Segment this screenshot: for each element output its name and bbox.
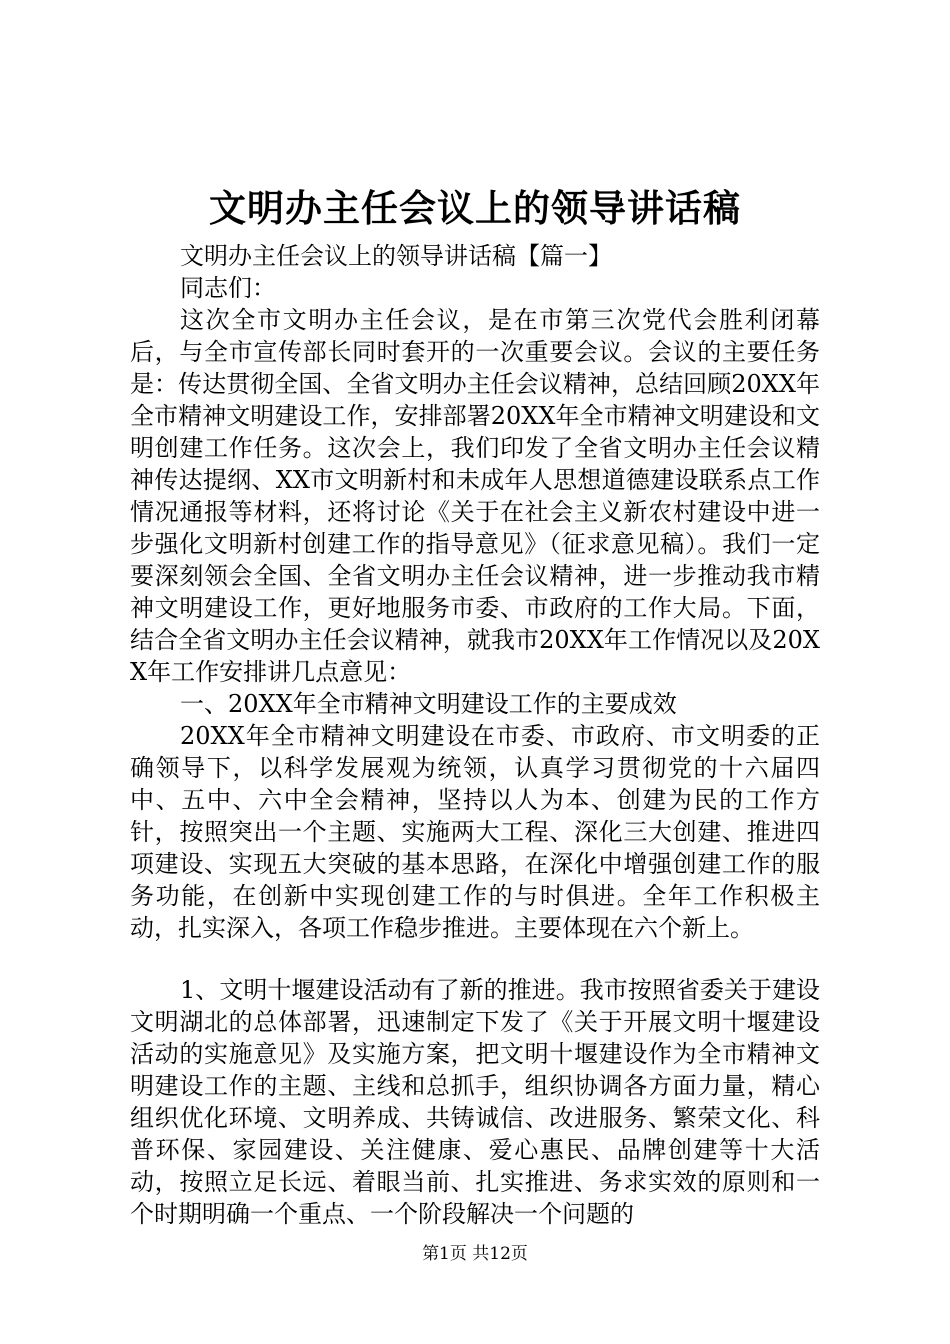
body-paragraph-achievements: 20XX年全市精神文明建设在市委、市政府、市文明委的正确领导下，以科学发展观为统领，认真学习贯彻党的十六届四中、五中、六中全会精神，坚持以人为本、创建为民的工作方针，按照突出一个主题、实施两大工程、深化三大创建、推进四项建设、实现五大突破的基本思路，在深化中增强创建工作的服务功能，在创新中实现创建工作的与时俱进。全年工作积极主动，扎实深入，各项工作稳步推进。主要体现在六个新上。 bbox=[130, 722, 820, 942]
body-paragraph-intro: 这次全市文明办主任会议，是在市第三次党代会胜利闭幕后，与全市宣传部长同时套开的一次重要会议。会议的主要任务是：传达贯彻全国、全省文明办主任会议精神，总结回顾20XX年全市精神文明建设工作，安排部署20XX年全市精神文明建设和文明创建工作任务。这次会上，我们印发了全省文明办主任会议精神传达提纲、XX市文明新村和未成年人思想道德建设联系点工作情况通报等材料，还将讨论《关于在社会主义新农村建设中进一步强化文明新村创建工作的指导意见》（征求意见稿）。我们一定要深刻领会全国、全省文明办主任会议精神，进一步推动我市精神文明建设工作，更好地服务市委、市政府的工作大局。下面，结合全省文明办主任会议精神，就我市20XX年工作情况以及20XX年工作安排讲几点意见： bbox=[130, 306, 820, 686]
subtitle-paragraph: 文明办主任会议上的领导讲话稿【篇一】 bbox=[180, 242, 612, 270]
document-body bbox=[130, 240, 820, 1230]
salutation-paragraph: 同志们： bbox=[180, 274, 276, 302]
document-title: 文明办主任会议上的领导讲话稿 bbox=[209, 186, 741, 230]
page-footer: 第1页 共12页 bbox=[422, 1244, 528, 1264]
paragraph-spacer bbox=[130, 944, 820, 974]
body-paragraph-item-1: 1、文明十堰建设活动有了新的推进。我市按照省委关于建设文明湖北的总体部署，迅速制定下发了《关于开展文明十堰建设活动的实施意见》及实施方案，把文明十堰建设作为全市精神文明建设工作的主题、主线和总抓手，组织协调各方面力量，精心组织优化环境、文明养成、共铸诚信、改进服务、繁荣文化、科普环保、家园建设、关注健康、爱心惠民、品牌创建等十大活动，按照立足长远、着眼当前、扎实推进、务求实效的原则和一个时期明确一个重点、一个阶段解决一个问题的 bbox=[130, 976, 820, 1228]
section-heading-1: 一、20XX年全市精神文明建设工作的主要成效 bbox=[180, 690, 677, 718]
